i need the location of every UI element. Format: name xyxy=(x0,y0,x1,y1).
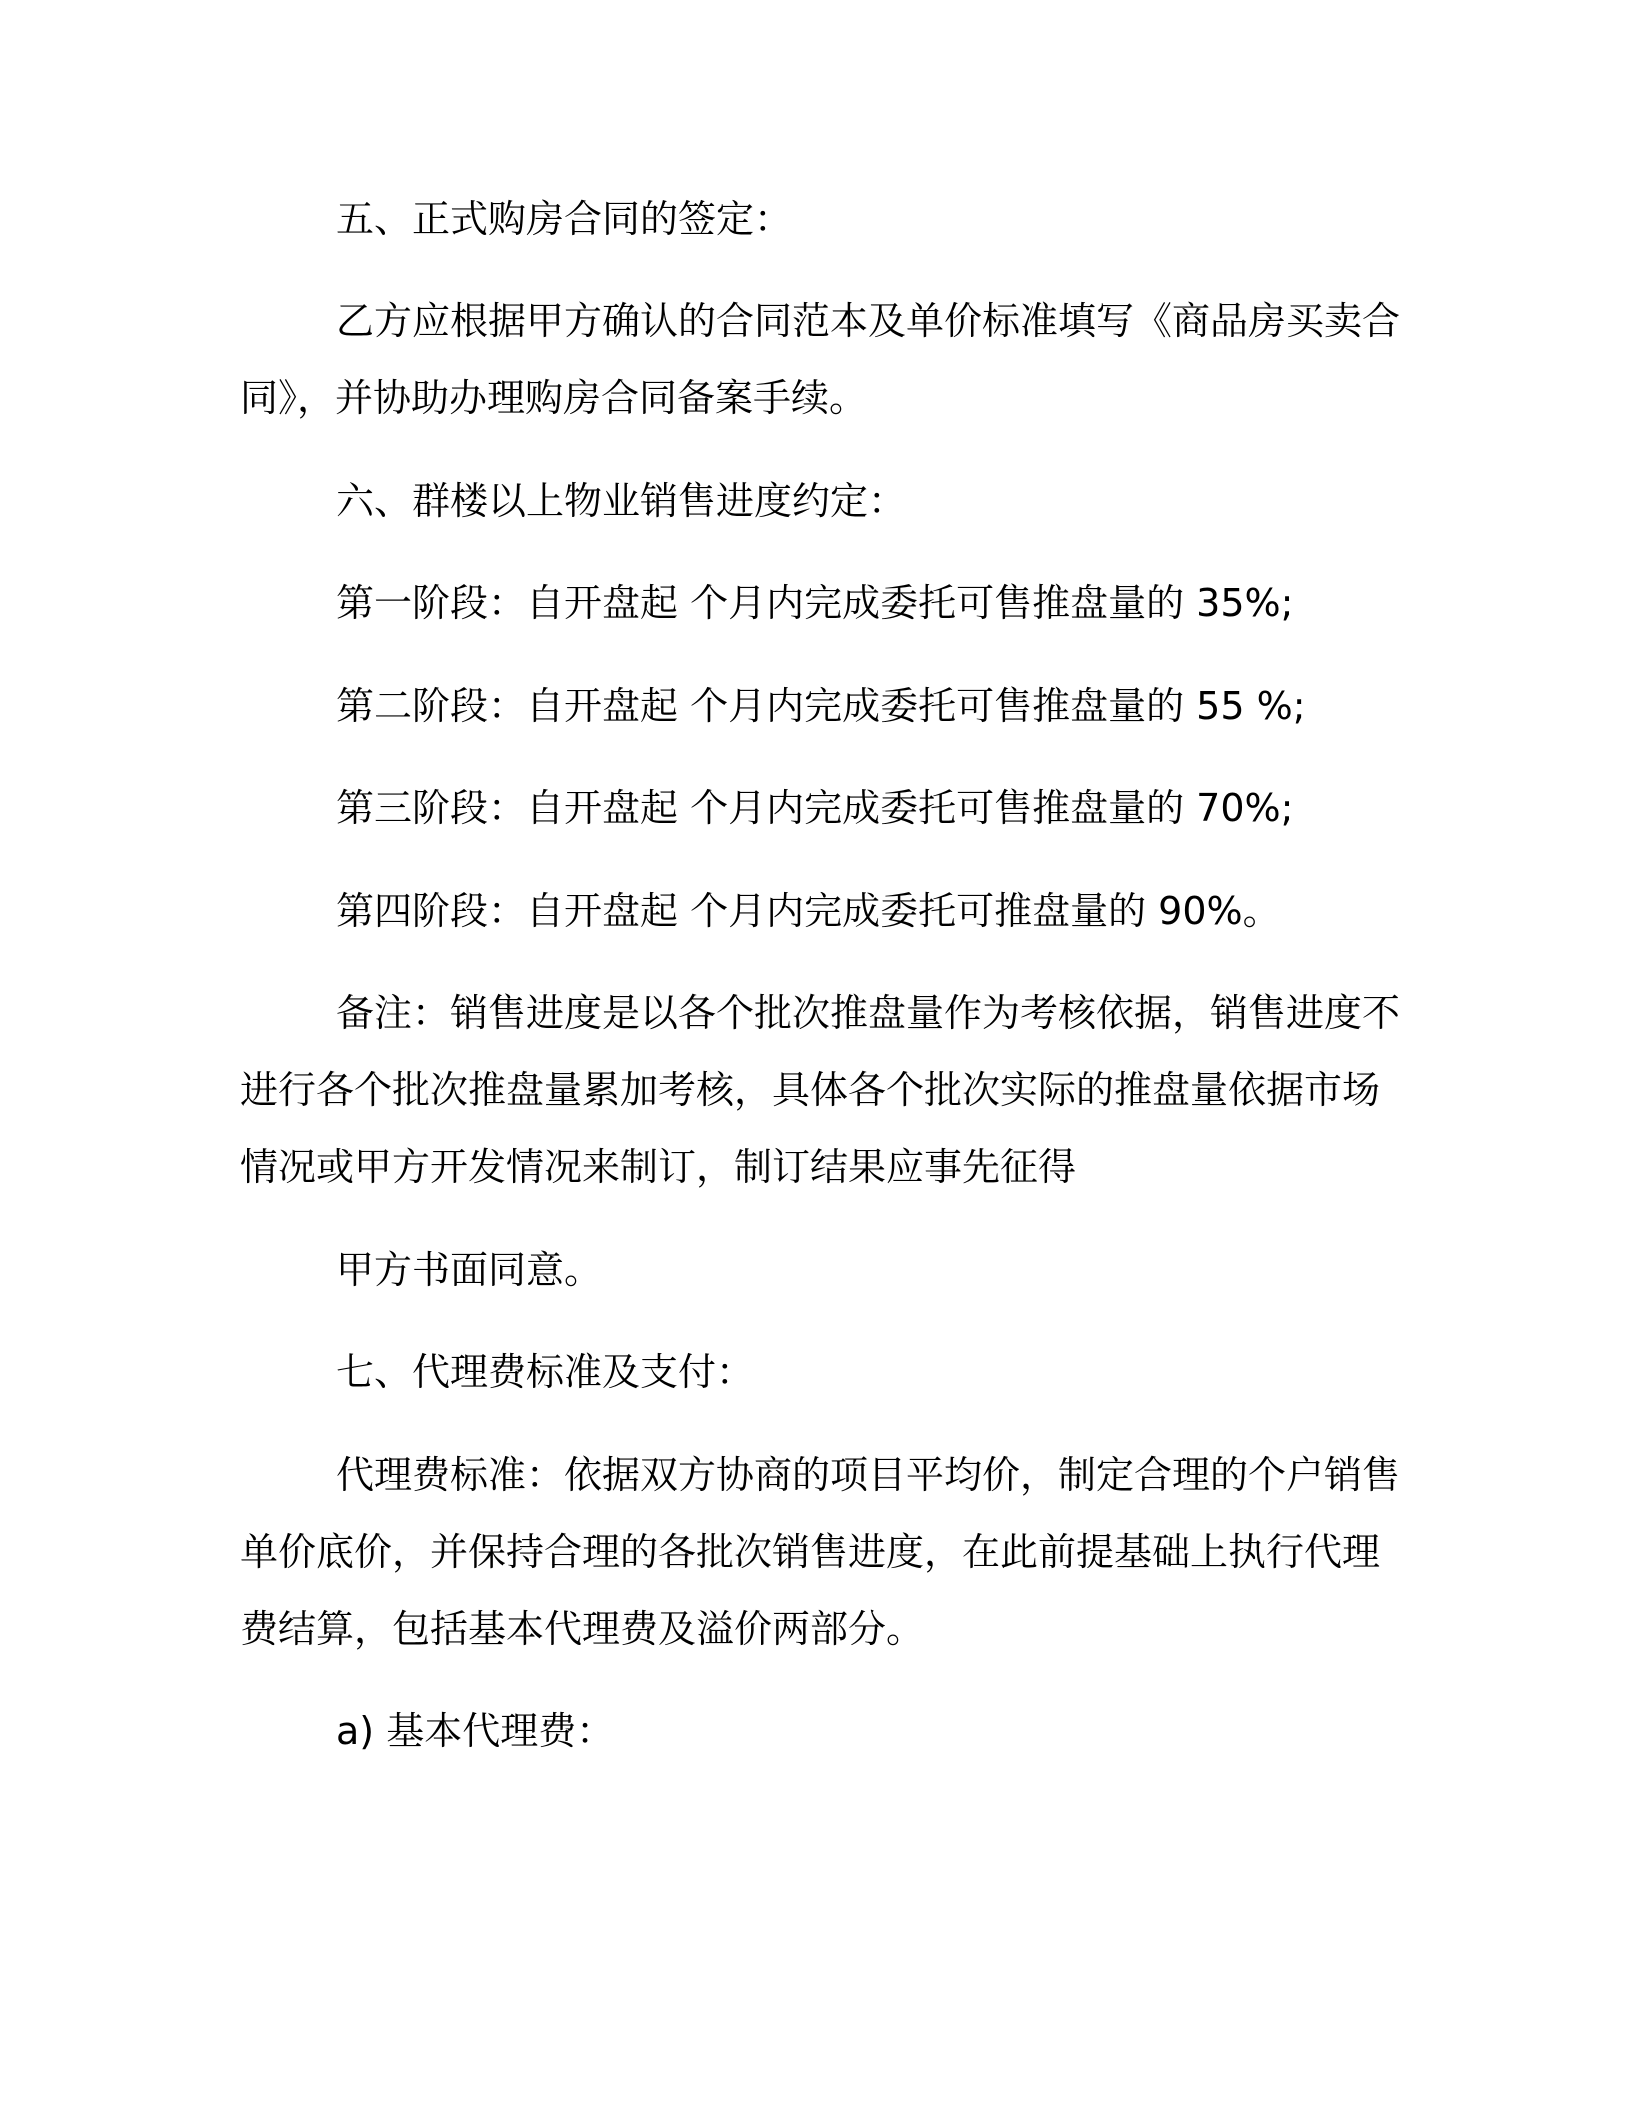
section-6-heading: 六、群楼以上物业销售进度约定： xyxy=(336,479,907,523)
section-5-paragraph-line-1: 乙方应根据甲方确认的合同范本及单价标准填写《商品房买卖合 xyxy=(336,299,1401,343)
note-line-2: 进行各个批次推盘量累加考核，具体各个批次实际的推盘量依据市场 xyxy=(240,1068,1381,1112)
stage-2: 第二阶段：自开盘起 个月内完成委托可售推盘量的 55 %; xyxy=(336,684,1306,728)
stage-3: 第三阶段：自开盘起 个月内完成委托可售推盘量的 70%; xyxy=(336,786,1294,830)
sub-item-a-basic-fee: a) 基本代理费： xyxy=(336,1709,615,1753)
stage-4: 第四阶段：自开盘起 个月内完成委托可推盘量的 90%。 xyxy=(336,889,1281,933)
note-line-3: 情况或甲方开发情况来制订，制订结果应事先征得 xyxy=(240,1145,1077,1189)
section-7-paragraph-line-2: 单价底价，并保持合理的各批次销售进度，在此前提基础上执行代理 xyxy=(240,1530,1381,1574)
stage-1: 第一阶段：自开盘起 个月内完成委托可售推盘量的 35%; xyxy=(336,581,1294,625)
section-7-paragraph-line-3: 费结算，包括基本代理费及溢价两部分。 xyxy=(240,1607,925,1651)
section-7-paragraph-line-1: 代理费标准：依据双方协商的项目平均价，制定合理的个户销售 xyxy=(336,1453,1401,1497)
section-5-paragraph-line-2: 同》，并协助办理购房合同备案手续。 xyxy=(240,376,868,420)
section-7-heading: 七、代理费标准及支付： xyxy=(336,1350,755,1394)
note-line-4: 甲方书面同意。 xyxy=(336,1248,603,1292)
section-5-heading: 五、正式购房合同的签定： xyxy=(336,197,793,241)
note-line-1: 备注：销售进度是以各个批次推盘量作为考核依据，销售进度不 xyxy=(336,991,1401,1035)
